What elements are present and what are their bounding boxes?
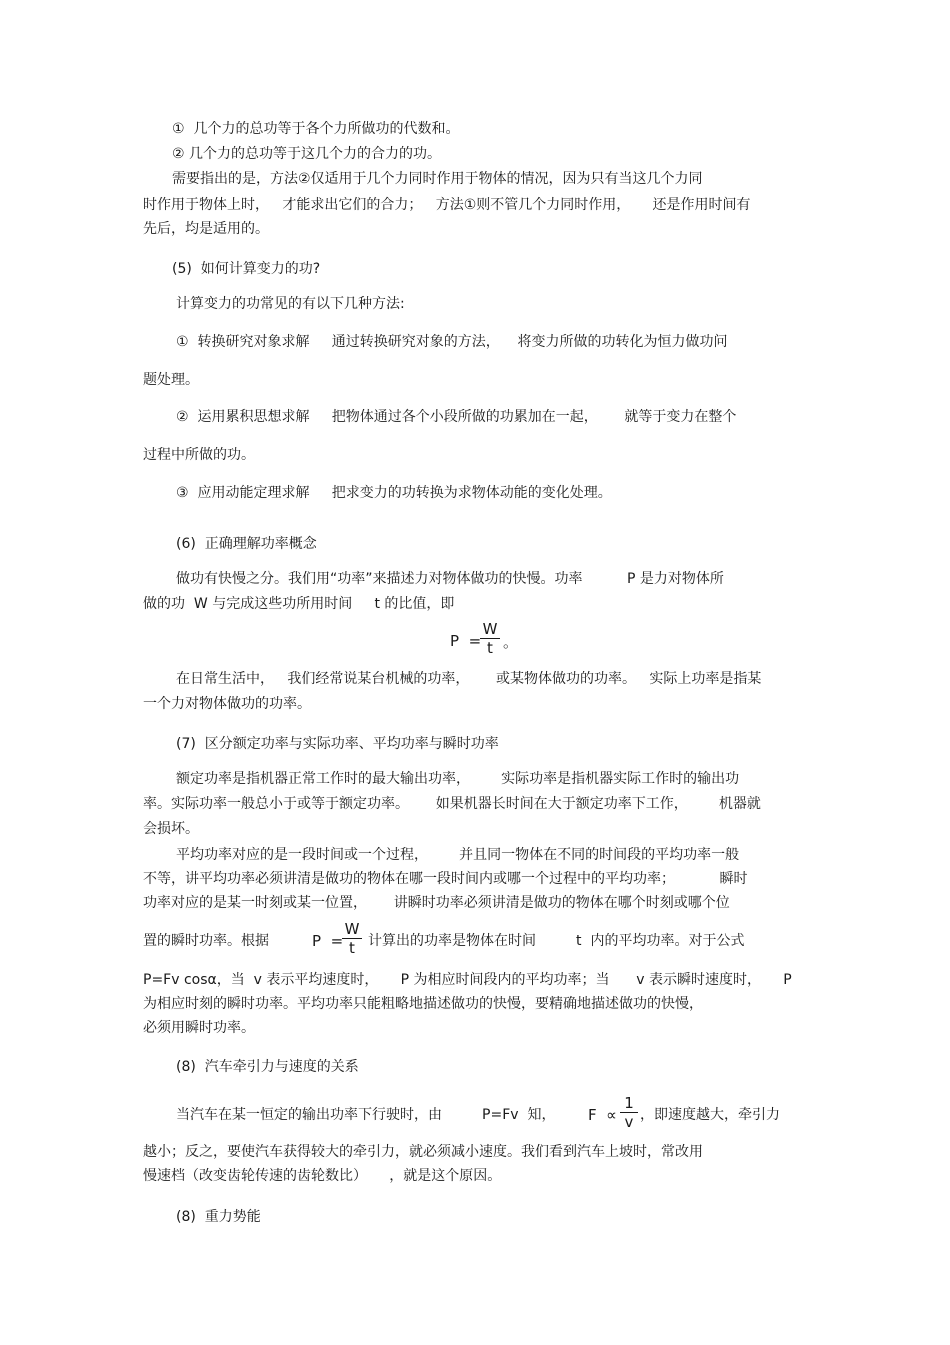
paragraph-line: 会损坏。 [143,821,199,837]
paragraph-line: 需要指出的是，方法②仅适用于几个力同时作用于物体的情况，因为只有当这几个力同 [172,171,703,187]
paragraph-line: 平均功率对应的是一段时间或一个过程， 并且同一物体在不同的时间段的平均功率一般 [176,847,740,863]
formula-end: 。 [503,633,519,651]
paragraph-line: 率。实际功率一般总小于或等于额定功率。 如果机器长时间在大于额定功率下工作， 机器就 [143,796,761,812]
section-heading-8: (8) 汽车牵引力与速度的关系 [176,1059,359,1075]
paragraph-line: ，即速度越大，牵引力 [640,1107,780,1123]
fraction-numerator: W [482,620,498,638]
paragraph-line: 做功有快慢之分。我们用“功率”来描述力对物体做功的快慢。功率 P 是力对物体所 [176,571,724,587]
paragraph-line: 先后，均是适用的。 [143,221,269,237]
method-item-3: ③ 应用动能定理求解 把求变力的功转换为求物体动能的变化处理。 [176,485,612,501]
paragraph-line: 时作用于物体上时， 才能求出它们的合力； 方法①则不管几个力同时作用， 还是作用时间有 [143,197,751,213]
paragraph-line: 题处理。 [143,372,199,388]
section-heading-6: (6) 正确理解功率概念 [176,536,317,552]
paragraph-line: 一个力对物体做功的功率。 [143,696,311,712]
section-heading-8b: (8) 重力势能 [176,1209,261,1225]
method-item-1: ① 几个力的总功等于各个力所做功的代数和。 [172,121,460,137]
fraction-denominator: v [624,1113,634,1131]
paragraph-line: 慢速档（改变齿轮传速的齿轮数比） ，就是这个原因。 [143,1168,502,1184]
formula-lhs: P = [312,932,344,950]
paragraph-line: 计算变力的功常见的有以下几种方法: [176,296,405,312]
method-item-2: ② 几个力的总功等于这几个力的合力的功。 [172,146,441,162]
method-item-2: ② 运用累积思想求解 把物体通过各个小段所做的功累加在一起， 就等于变力在整个 [176,409,737,425]
paragraph-line: 当汽车在某一恒定的输出功率下行驶时，由 P=Fv 知， [176,1107,556,1123]
method-item-1: ① 转换研究对象求解 通过转换研究对象的方法， 将变力所做的功转化为恒力做功问 [176,334,728,350]
paragraph-line: 过程中所做的功。 [143,447,255,463]
paragraph-line: 额定功率是指机器正常工作时的最大输出功率， 实际功率是指机器实际工作时的输出功 [176,771,740,787]
fraction-numerator: W [344,920,360,938]
paragraph-line: 做的功 W 与完成这些功所用时间 t 的比值，即 [143,596,455,612]
fraction-denominator: t [487,639,493,657]
paragraph-line: P=Fv cosα，当 v 表示平均速度时， P 为相应时间段内的平均功率；当 v 表示瞬时速度时， P [143,972,792,988]
paragraph-line: 为相应时刻的瞬时功率。平均功率只能粗略地描述做功的快慢，要精确地描述做功的快慢， [143,996,703,1012]
fraction-numerator: 1 [624,1094,634,1112]
paragraph-line: 在日常生活中， 我们经常说某台机械的功率， 或某物体做功的功率。 实际上功率是指某 [176,671,762,687]
paragraph-line: 置的瞬时功率。根据 [143,933,269,949]
paragraph-line: 功率对应的是某一时刻或某一位置， 讲瞬时功率必须讲清是做功的物体在哪个时刻或哪个位 [143,895,730,911]
section-heading-5: (5) 如何计算变力的功? [172,261,321,277]
paragraph-line: 计算出的功率是物体在时间 t 内的平均功率。对于公式 [368,933,745,949]
formula-fraction [342,921,362,956]
formula-fraction [620,1095,638,1130]
paragraph-line: 必须用瞬时功率。 [143,1020,255,1036]
formula-lhs: P = [450,632,482,650]
paragraph-line: 越小；反之，要使汽车获得较大的牵引力，就必须减小速度。我们看到汽车上坡时，常改用 [143,1144,703,1160]
fraction-denominator: t [349,939,355,957]
formula-fraction [480,621,500,656]
section-heading-7: (7) 区分额定功率与实际功率、平均功率与瞬时功率 [176,736,499,752]
paragraph-line: 不等，讲平均功率必须讲清是做功的物体在哪一段时间内或哪一个过程中的平均功率； 瞬时 [143,871,748,887]
formula-lhs: F ∝ [588,1106,617,1124]
